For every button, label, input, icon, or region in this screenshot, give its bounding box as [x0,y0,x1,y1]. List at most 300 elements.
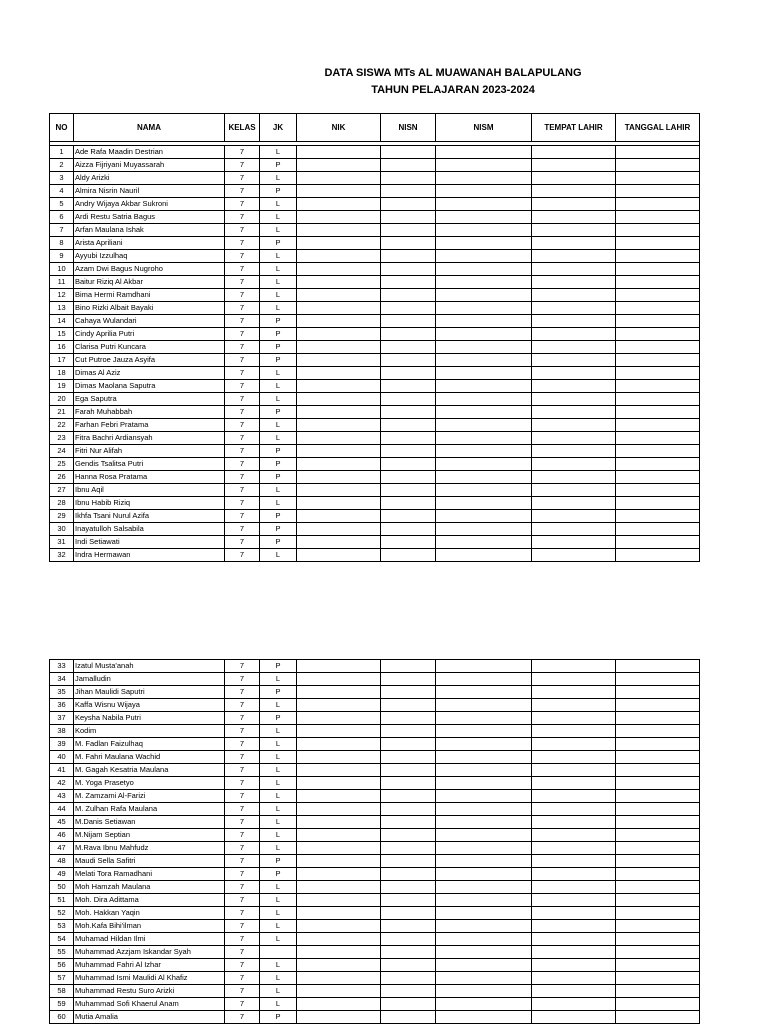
cell-nama: M. Fadlan Faizulhaq [74,738,225,751]
cell-no: 30 [50,523,74,536]
cell-tanggal-lahir [616,686,700,699]
cell-nama: Arista Apriliani [74,237,225,250]
cell-nama: Ega Saputra [74,393,225,406]
cell-tempat-lahir [532,211,616,224]
cell-tempat-lahir [532,276,616,289]
cell-nama: Indi Setiawati [74,536,225,549]
table-row [50,829,700,842]
cell-tempat-lahir [532,198,616,211]
cell-tanggal-lahir [616,523,700,536]
cell-nik [297,855,381,868]
cell-no: 32 [50,549,74,562]
cell-nik [297,484,381,497]
cell-jk: P [260,328,297,341]
cell-no: 47 [50,842,74,855]
cell-no: 20 [50,393,74,406]
cell-tanggal-lahir [616,289,700,302]
cell-tempat-lahir [532,250,616,263]
cell-nisn [381,549,436,562]
cell-jk: L [260,881,297,894]
cell-no: 26 [50,471,74,484]
cell-tanggal-lahir [616,712,700,725]
cell-tempat-lahir [532,380,616,393]
cell-kelas: 7 [225,972,260,985]
cell-kelas: 7 [225,712,260,725]
document-title: DATA SISWA MTs AL MUAWANAH BALAPULANG [324,67,582,79]
table-row [50,497,700,510]
cell-nik [297,159,381,172]
cell-nisn [381,276,436,289]
cell-tanggal-lahir [616,315,700,328]
cell-tanggal-lahir [616,276,700,289]
cell-nik [297,276,381,289]
cell-tanggal-lahir [616,764,700,777]
cell-jk: L [260,907,297,920]
cell-nism [436,393,532,406]
cell-kelas: 7 [225,686,260,699]
cell-no: 27 [50,484,74,497]
cell-jk: L [260,484,297,497]
cell-nik [297,946,381,959]
header-kelas: KELAS [225,114,260,142]
cell-no: 59 [50,998,74,1011]
cell-nama: Bima Hermi Ramdhani [74,289,225,302]
cell-kelas: 7 [225,790,260,803]
cell-jk: L [260,751,297,764]
cell-tanggal-lahir [616,738,700,751]
cell-tempat-lahir [532,367,616,380]
table-row [50,250,700,263]
cell-nama: Fitra Bachri Ardiansyah [74,432,225,445]
cell-tanggal-lahir [616,159,700,172]
cell-tempat-lahir [532,289,616,302]
cell-nism [436,458,532,471]
table-row [50,660,700,673]
cell-nama: M. Zulhan Rafa Maulana [74,803,225,816]
cell-no: 39 [50,738,74,751]
cell-tempat-lahir [532,712,616,725]
cell-tempat-lahir [532,1011,616,1024]
cell-tempat-lahir [532,829,616,842]
cell-jk: L [260,146,297,159]
cell-jk: P [260,523,297,536]
cell-kelas: 7 [225,777,260,790]
cell-nik [297,315,381,328]
cell-nisn [381,393,436,406]
cell-no: 8 [50,237,74,250]
cell-nism [436,933,532,946]
cell-nama: Izatul Musta'anah [74,660,225,673]
cell-no: 43 [50,790,74,803]
table-row [50,699,700,712]
cell-jk: L [260,549,297,562]
table-row [50,432,700,445]
cell-kelas: 7 [225,302,260,315]
cell-jk: L [260,263,297,276]
cell-nik [297,185,381,198]
cell-nik [297,920,381,933]
cell-nama: Ade Rafa Maadin Destrian [74,146,225,159]
cell-nik [297,198,381,211]
cell-nik [297,354,381,367]
cell-no: 12 [50,289,74,302]
cell-tempat-lahir [532,998,616,1011]
cell-kelas: 7 [225,497,260,510]
cell-kelas: 7 [225,146,260,159]
cell-jk: L [260,959,297,972]
cell-tempat-lahir [532,790,616,803]
cell-tanggal-lahir [616,660,700,673]
cell-kelas: 7 [225,920,260,933]
table-header-row [50,114,700,142]
cell-nik [297,777,381,790]
cell-tanggal-lahir [616,536,700,549]
cell-tempat-lahir [532,842,616,855]
cell-no: 23 [50,432,74,445]
cell-nik [297,686,381,699]
cell-nism [436,432,532,445]
cell-kelas: 7 [225,172,260,185]
cell-tempat-lahir [532,237,616,250]
cell-nik [297,367,381,380]
cell-jk: L [260,699,297,712]
cell-nama: Melati Tora Ramadhani [74,868,225,881]
cell-nisn [381,829,436,842]
table-row [50,712,700,725]
cell-nama: Dimas Al Aziz [74,367,225,380]
table-row [50,510,700,523]
cell-nama: Keysha Nabila Putri [74,712,225,725]
cell-nik [297,699,381,712]
cell-nism [436,146,532,159]
table-row [50,881,700,894]
cell-nisn [381,237,436,250]
cell-jk: L [260,302,297,315]
cell-nama: Azam Dwi Bagus Nugroho [74,263,225,276]
cell-nism [436,419,532,432]
cell-nism [436,959,532,972]
cell-nisn [381,790,436,803]
cell-nisn [381,907,436,920]
cell-tanggal-lahir [616,549,700,562]
cell-kelas: 7 [225,367,260,380]
cell-nisn [381,172,436,185]
cell-no: 1 [50,146,74,159]
cell-nisn [381,159,436,172]
cell-nama: Muhammad Ismi Maulidi Al Khafiz [74,972,225,985]
table-row [50,172,700,185]
cell-kelas: 7 [225,660,260,673]
table-row [50,738,700,751]
cell-nik [297,458,381,471]
cell-nism [436,276,532,289]
cell-nama: Farhan Febri Pratama [74,419,225,432]
cell-jk: L [260,764,297,777]
table-row [50,842,700,855]
cell-kelas: 7 [225,458,260,471]
cell-nisn [381,185,436,198]
table-row [50,673,700,686]
cell-nik [297,972,381,985]
cell-tempat-lahir [532,686,616,699]
cell-tanggal-lahir [616,484,700,497]
cell-nik [297,237,381,250]
cell-jk: L [260,172,297,185]
cell-nama: Fitri Nur Alifah [74,445,225,458]
cell-nama: Kodim [74,725,225,738]
cell-nama: Cindy Aprilia Putri [74,328,225,341]
cell-nism [436,920,532,933]
cell-nisn [381,510,436,523]
cell-tempat-lahir [532,445,616,458]
cell-no: 57 [50,972,74,985]
cell-nism [436,777,532,790]
cell-tempat-lahir [532,803,616,816]
cell-tanggal-lahir [616,816,700,829]
table-row [50,985,700,998]
cell-jk: L [260,829,297,842]
cell-nama: Aldy Arizki [74,172,225,185]
cell-no: 52 [50,907,74,920]
cell-nisn [381,406,436,419]
cell-nism [436,725,532,738]
table-row [50,380,700,393]
cell-nisn [381,432,436,445]
cell-nism [436,998,532,1011]
table-row [50,185,700,198]
cell-jk: P [260,185,297,198]
cell-nisn [381,536,436,549]
cell-nisn [381,315,436,328]
cell-nisn [381,380,436,393]
table-row [50,289,700,302]
cell-nik [297,341,381,354]
cell-nisn [381,699,436,712]
table-row [50,686,700,699]
cell-nism [436,764,532,777]
table-row [50,211,700,224]
cell-tanggal-lahir [616,510,700,523]
cell-nisn [381,803,436,816]
cell-no: 14 [50,315,74,328]
cell-jk: L [260,816,297,829]
cell-nisn [381,920,436,933]
cell-no: 17 [50,354,74,367]
cell-no: 4 [50,185,74,198]
cell-kelas: 7 [225,341,260,354]
cell-nism [436,380,532,393]
cell-nama: Muhammad Sofi Khaerul Anam [74,998,225,1011]
cell-no: 54 [50,933,74,946]
cell-nama: M.Danis Setiawan [74,816,225,829]
cell-tanggal-lahir [616,920,700,933]
cell-kelas: 7 [225,471,260,484]
cell-nism [436,894,532,907]
header-nama: NAMA [74,114,225,142]
cell-kelas: 7 [225,445,260,458]
cell-nik [297,393,381,406]
cell-tempat-lahir [532,315,616,328]
cell-nik [297,549,381,562]
cell-nama: Inayatulloh Salsabila [74,523,225,536]
cell-nama: Ayyubi Izzulhaq [74,250,225,263]
cell-nama: Arfan Maulana Ishak [74,224,225,237]
cell-tanggal-lahir [616,829,700,842]
cell-tanggal-lahir [616,146,700,159]
student-table-page-2 [49,659,700,1024]
cell-tempat-lahir [532,497,616,510]
cell-nik [297,510,381,523]
cell-jk: L [260,380,297,393]
cell-nama: Mutia Amalia [74,1011,225,1024]
cell-jk: L [260,224,297,237]
cell-nik [297,959,381,972]
cell-tempat-lahir [532,393,616,406]
cell-nism [436,523,532,536]
cell-nism [436,237,532,250]
table-row [50,972,700,985]
cell-nik [297,146,381,159]
table-row [50,302,700,315]
cell-nik [297,764,381,777]
cell-tempat-lahir [532,432,616,445]
cell-tanggal-lahir [616,211,700,224]
cell-nik [297,432,381,445]
cell-nisn [381,341,436,354]
cell-nik [297,751,381,764]
cell-kelas: 7 [225,315,260,328]
cell-tanggal-lahir [616,497,700,510]
header-nik: NIK [297,114,381,142]
cell-nism [436,263,532,276]
cell-nama: Bino Rizki Albait Bayaki [74,302,225,315]
cell-jk: P [260,1011,297,1024]
cell-tanggal-lahir [616,341,700,354]
cell-nisn [381,302,436,315]
cell-jk: P [260,510,297,523]
cell-nisn [381,985,436,998]
cell-kelas: 7 [225,263,260,276]
cell-nism [436,471,532,484]
table-row [50,816,700,829]
cell-no: 60 [50,1011,74,1024]
cell-tempat-lahir [532,328,616,341]
cell-nism [436,367,532,380]
cell-nism [436,842,532,855]
table-row [50,868,700,881]
cell-nism [436,497,532,510]
cell-kelas: 7 [225,549,260,562]
cell-tempat-lahir [532,725,616,738]
cell-nik [297,445,381,458]
cell-nism [436,211,532,224]
cell-nisn [381,972,436,985]
cell-kelas: 7 [225,289,260,302]
cell-tempat-lahir [532,751,616,764]
table-row [50,998,700,1011]
cell-nisn [381,738,436,751]
cell-nism [436,250,532,263]
cell-jk: L [260,803,297,816]
table-row [50,419,700,432]
cell-nik [297,725,381,738]
header-no: NO [50,114,74,142]
cell-nisn [381,868,436,881]
cell-tempat-lahir [532,738,616,751]
table-row [50,458,700,471]
cell-nik [297,380,381,393]
cell-no: 9 [50,250,74,263]
cell-jk: L [260,211,297,224]
cell-kelas: 7 [225,803,260,816]
cell-tanggal-lahir [616,224,700,237]
cell-tempat-lahir [532,159,616,172]
cell-nisn [381,211,436,224]
cell-kelas: 7 [225,829,260,842]
table-row [50,224,700,237]
table-row [50,959,700,972]
table-row [50,920,700,933]
cell-tempat-lahir [532,777,616,790]
cell-nik [297,471,381,484]
table-row [50,549,700,562]
cell-tanggal-lahir [616,777,700,790]
cell-nama: Indra Hermawan [74,549,225,562]
cell-nik [297,406,381,419]
cell-kelas: 7 [225,237,260,250]
cell-tempat-lahir [532,907,616,920]
cell-no: 21 [50,406,74,419]
cell-kelas: 7 [225,419,260,432]
table-row [50,263,700,276]
cell-no: 7 [50,224,74,237]
header-tempat-lahir: TEMPAT LAHIR [532,114,616,142]
cell-tempat-lahir [532,172,616,185]
cell-nisn [381,354,436,367]
cell-nama: Farah Muhabbah [74,406,225,419]
cell-kelas: 7 [225,738,260,751]
cell-tanggal-lahir [616,237,700,250]
cell-no: 28 [50,497,74,510]
cell-nik [297,172,381,185]
table-row [50,790,700,803]
cell-tanggal-lahir [616,946,700,959]
cell-tempat-lahir [532,549,616,562]
table-row [50,894,700,907]
cell-no: 49 [50,868,74,881]
cell-nisn [381,289,436,302]
cell-nik [297,985,381,998]
cell-jk: P [260,341,297,354]
cell-nama: Muhammad Fahri Al Izhar [74,959,225,972]
cell-nama: Cahaya Wulandari [74,315,225,328]
table-row [50,803,700,816]
cell-nism [436,829,532,842]
cell-jk: L [260,998,297,1011]
cell-tanggal-lahir [616,393,700,406]
cell-nisn [381,686,436,699]
cell-kelas: 7 [225,673,260,686]
cell-nism [436,341,532,354]
cell-no: 16 [50,341,74,354]
cell-nama: Almira Nisrin Nauril [74,185,225,198]
cell-no: 48 [50,855,74,868]
cell-no: 29 [50,510,74,523]
header-nism: NISM [436,114,532,142]
table-row [50,198,700,211]
cell-nisn [381,777,436,790]
cell-tanggal-lahir [616,725,700,738]
